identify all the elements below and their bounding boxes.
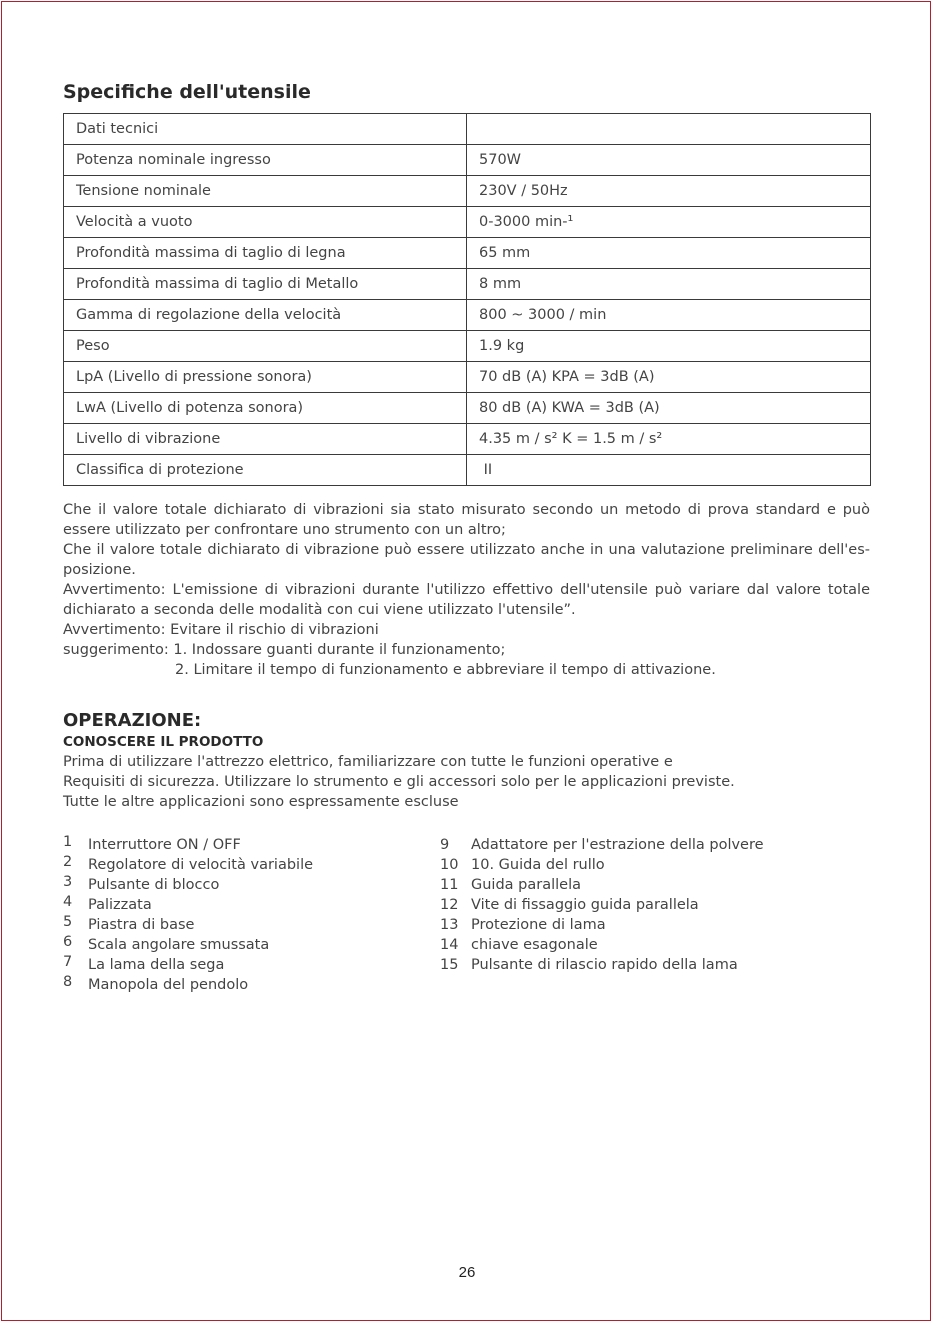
spec-value: 80 dB (A) KWA = 3dB (A) xyxy=(467,393,871,424)
part-name: Pulsante di blocco xyxy=(88,877,220,893)
list-item xyxy=(440,935,870,955)
spec-value: 65 mm xyxy=(467,238,871,269)
table-row xyxy=(64,114,871,145)
spec-label: Potenza nominale ingresso xyxy=(64,145,467,176)
table-row xyxy=(64,455,871,486)
spec-table xyxy=(63,113,871,486)
part-name: Manopola del pendolo xyxy=(88,977,249,993)
operation-subtitle: CONOSCERE IL PRODOTTO xyxy=(63,734,264,750)
spec-label: Peso xyxy=(64,331,467,362)
spec-value: 570W xyxy=(467,145,871,176)
part-number: 14 xyxy=(440,937,459,953)
spec-value: 230V / 50Hz xyxy=(467,176,871,207)
note-paragraph: Avvertimento: Evitare il rischio di vibrazioni xyxy=(63,622,379,638)
page-number: 26 xyxy=(458,1264,476,1281)
table-row xyxy=(64,269,871,300)
spec-value: 4.35 m / s² K = 1.5 m / s² xyxy=(467,424,871,455)
note-paragraph: Che il valore totale dichiarato di vibrazioni sia stato misurato secondo un metodo di prova standard e può essere utilizzato per confrontare uno strumento con un altro; xyxy=(63,502,870,538)
table-row xyxy=(64,362,871,393)
spec-value xyxy=(467,114,871,145)
part-name: Vite di fissaggio guida parallela xyxy=(471,897,699,913)
spec-label: Tensione nominale xyxy=(64,176,467,207)
intro-line: Prima di utilizzare l'attrezzo elettrico, familiarizzare con tutte le funzioni operative e xyxy=(63,754,673,770)
part-name: Interruttore ON / OFF xyxy=(88,837,241,853)
list-item xyxy=(63,935,423,955)
table-row xyxy=(64,176,871,207)
list-item xyxy=(440,875,870,895)
part-number: 2 xyxy=(63,854,73,870)
list-item xyxy=(63,875,423,895)
spec-label: Livello di vibrazione xyxy=(64,424,467,455)
list-item xyxy=(440,895,870,915)
list-item xyxy=(63,915,423,935)
note-paragraph: Che il valore totale dichiarato di vibrazione può essere utilizzato anche in una valutazione preliminare dell'es-posizione. xyxy=(63,542,870,578)
part-number: 3 xyxy=(63,874,73,890)
part-number: 10 xyxy=(440,857,459,873)
spec-label: Dati tecnici xyxy=(64,114,467,145)
spec-section-title: Specifiche dell'utensile xyxy=(63,81,311,103)
operation-intro xyxy=(63,752,870,812)
spec-label: Profondità massima di taglio di legna xyxy=(64,238,467,269)
intro-line: Tutte le altre applicazioni sono espressamente escluse xyxy=(63,794,459,810)
table-row xyxy=(64,238,871,269)
table-row xyxy=(64,424,871,455)
part-number: 5 xyxy=(63,914,73,930)
spec-value: 0-3000 min-¹ xyxy=(467,207,871,238)
note-paragraph: Avvertimento: L'emissione di vibrazioni durante l'utilizzo effettivo dell'utensile può variare dal valore totale dichiarato a seconda delle modalità con cui viene utilizzato l'utensile”. xyxy=(63,582,870,618)
part-number: 12 xyxy=(440,897,459,913)
table-row xyxy=(64,145,871,176)
list-item xyxy=(63,955,423,975)
list-item xyxy=(440,955,870,975)
spec-label: Classifica di protezione xyxy=(64,455,467,486)
spec-label: Velocità a vuoto xyxy=(64,207,467,238)
list-item xyxy=(63,895,423,915)
vibration-notes xyxy=(63,500,870,680)
intro-line: Requisiti di sicurezza. Utilizzare lo strumento e gli accessori solo per le applicazioni previste. xyxy=(63,774,735,790)
operation-title: OPERAZIONE: xyxy=(63,710,202,731)
part-name: Scala angolare smussata xyxy=(88,937,270,953)
page-content xyxy=(63,80,870,1005)
table-row xyxy=(64,207,871,238)
note-paragraph: suggerimento: 1. Indossare guanti durante il funzionamento; xyxy=(63,642,506,658)
list-item xyxy=(440,835,870,855)
part-name: Adattatore per l'estrazione della polvere xyxy=(471,837,764,853)
spec-label: Profondità massima di taglio di Metallo xyxy=(64,269,467,300)
parts-list-left xyxy=(63,835,423,995)
spec-value: 1.9 kg xyxy=(467,331,871,362)
part-name: Piastra di base xyxy=(88,917,195,933)
part-name: chiave esagonale xyxy=(471,937,598,953)
part-name: Pulsante di rilascio rapido della lama xyxy=(471,957,738,973)
part-number: 7 xyxy=(63,954,73,970)
spec-label: LwA (Livello di potenza sonora) xyxy=(64,393,467,424)
spec-value: 800 ~ 3000 / min xyxy=(467,300,871,331)
spec-label: Gamma di regolazione della velocità xyxy=(64,300,467,331)
parts-list xyxy=(63,835,870,1005)
part-name: Regolatore di velocità variabile xyxy=(88,857,314,873)
part-number: 6 xyxy=(63,934,73,950)
part-number: 1 xyxy=(63,834,73,850)
list-item xyxy=(63,835,423,855)
spec-value: 70 dB (A) KPA = 3dB (A) xyxy=(467,362,871,393)
part-name: Protezione di lama xyxy=(471,917,606,933)
list-item xyxy=(63,855,423,875)
part-number: 8 xyxy=(63,974,73,990)
spec-value: II xyxy=(467,455,871,486)
list-item xyxy=(440,915,870,935)
parts-list-right xyxy=(440,835,870,975)
part-name: Palizzata xyxy=(88,897,152,913)
list-item xyxy=(63,975,423,995)
part-name: Guida parallela xyxy=(471,877,581,893)
table-row xyxy=(64,331,871,362)
spec-value: 8 mm xyxy=(467,269,871,300)
part-number: 11 xyxy=(440,877,459,893)
list-item xyxy=(440,855,870,875)
spec-label: LpA (Livello di pressione sonora) xyxy=(64,362,467,393)
part-number: 15 xyxy=(440,957,459,973)
note-paragraph: 2. Limitare il tempo di funzionamento e abbreviare il tempo di attivazione. xyxy=(175,662,716,678)
part-number: 4 xyxy=(63,894,73,910)
part-number: 9 xyxy=(440,837,450,853)
table-row xyxy=(64,300,871,331)
table-row xyxy=(64,393,871,424)
part-number: 13 xyxy=(440,917,459,933)
part-name: La lama della sega xyxy=(88,957,225,973)
part-name: 10. Guida del rullo xyxy=(471,857,605,873)
